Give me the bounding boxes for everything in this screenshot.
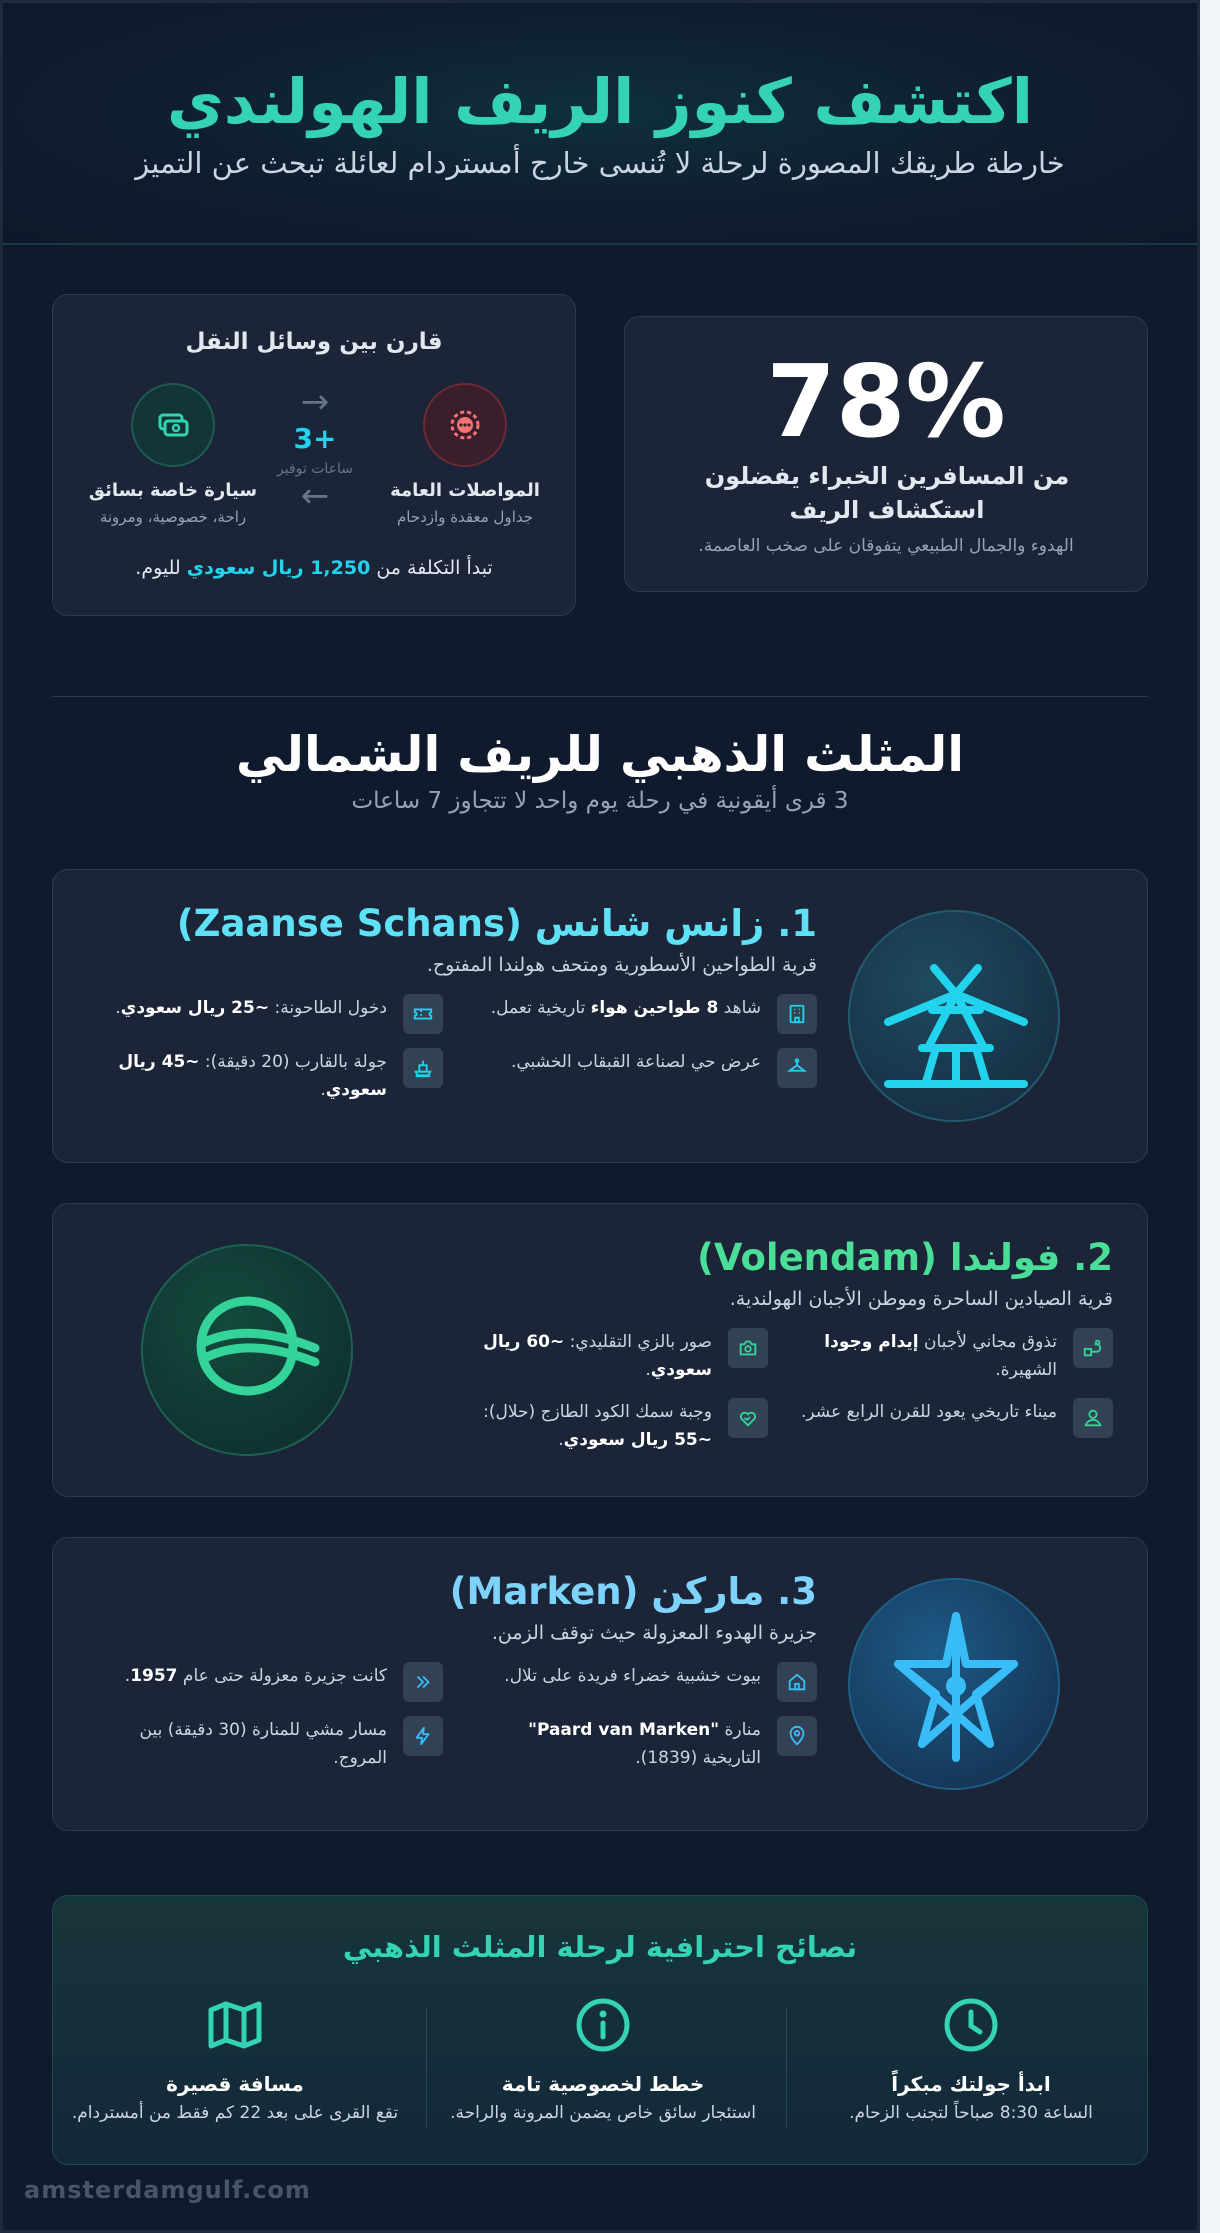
feature-item (93, 1662, 443, 1702)
feature-text: صور بالزي التقليدي: ~60 ريال سعودي. (483, 1332, 712, 1380)
feature-item (93, 1048, 443, 1104)
section-divider (52, 696, 1148, 697)
feature-text: دخول الطاحونة: ~25 ريال سعودي. (115, 998, 387, 1018)
village-content (93, 898, 817, 1104)
feature-text: عرض حي لصناعة القبقاب الخشبي. (510, 1052, 761, 1072)
tip-divider (426, 2008, 427, 2128)
star-lighthouse-icon (850, 1580, 1060, 1790)
feature-item (467, 994, 817, 1034)
map-icon (206, 1996, 264, 2054)
tip-item-short-distance (59, 1996, 411, 2128)
stat-label: من المسافرين الخبراء يفضلون استكشاف الريف (704, 462, 1070, 524)
public-transport-name: المواصلات العامة (390, 480, 540, 501)
stat-percentage: 78% (766, 343, 1006, 460)
arrow-left-icon: ← (300, 476, 330, 516)
shoe-icon (777, 1048, 817, 1088)
stylized-logo-icon (143, 1246, 353, 1456)
user-icon (1073, 1398, 1113, 1438)
bolt-icon (403, 1716, 443, 1756)
cost-prefix: تبدأ التكلفة من (376, 557, 493, 579)
hero-header (3, 3, 1197, 245)
lighthouse-illustration (848, 1578, 1060, 1790)
private-car-desc: راحة، خصوصية، ومرونة (99, 508, 247, 526)
chevrons-icon (403, 1662, 443, 1702)
cheese-icon (1073, 1328, 1113, 1368)
pro-tips-card (52, 1895, 1148, 2165)
saving-indicator (265, 382, 365, 516)
clock-icon (942, 1996, 1000, 2054)
feature-item (792, 1328, 1113, 1384)
village-card-marken (52, 1537, 1148, 1831)
page-title: اكتشف كنوز الريف الهولندي (166, 65, 1033, 138)
boat-icon (403, 1048, 443, 1088)
page-subtitle: خارطة طريقك المصورة لرحلة لا تُنسى خارج أمستردام لعائلة تبحث عن التميز (135, 146, 1065, 180)
feature-item (93, 1716, 443, 1772)
feature-text: وجبة سمك الكود الطازج (حلال): ~55 ريال سعودي. (483, 1402, 712, 1450)
feature-text: بيوت خشبية خضراء فريدة على تلال. (504, 1666, 761, 1686)
windmill-illustration (848, 910, 1060, 1122)
footer-brand[interactable]: amsterdamgulf.com (24, 2176, 311, 2204)
tip-item-privacy (427, 1996, 779, 2128)
feature-item (467, 1716, 817, 1772)
arrow-right-icon: → (300, 382, 330, 422)
feature-item (792, 1398, 1113, 1454)
tip-title: مسافة قصيرة (166, 2072, 304, 2096)
public-transport-desc: جداول معقدة وازدحام (396, 508, 534, 526)
feature-text: ميناء تاريخي يعود للقرن الرابع عشر. (801, 1402, 1057, 1422)
windmill-icon (850, 912, 1060, 1122)
feature-text: جولة بالقارب (20 دقيقة): ~45 ريال سعودي. (118, 1052, 387, 1100)
section-subtitle: 3 قرى أيقونية في رحلة يوم واحد لا تتجاوز 7 ساعات (351, 788, 849, 814)
tip-desc: تقع القرى على بعد 22 كم فقط من أمستردام. (71, 2103, 399, 2123)
cheese-illustration (141, 1244, 353, 1456)
camera-icon (728, 1328, 768, 1368)
bus-icon (445, 405, 485, 445)
ticket-icon (403, 994, 443, 1034)
money-icon (153, 405, 193, 445)
village-desc: قرية الصيادين الساحرة وموطن الأجبان الهولندية. (729, 1288, 1113, 1310)
saving-value: 3+ (293, 422, 337, 455)
heart-hand-icon (728, 1398, 768, 1438)
feature-item (467, 1048, 817, 1104)
building-icon (777, 994, 817, 1034)
cost-suffix: لليوم. (135, 557, 181, 579)
feature-item (93, 994, 443, 1034)
tip-desc: الساعة 8:30 صباحاً لتجنب الزحام. (849, 2103, 1093, 2123)
village-content (93, 1566, 817, 1772)
village-features (93, 994, 817, 1104)
compare-title: قارن بين وسائل النقل (185, 329, 443, 355)
public-transport-badge (423, 383, 507, 467)
saving-label: ساعات توفير (276, 461, 353, 477)
stat-note: الهدوء والجمال الطبيعي يتفوقان على صخب العاصمة. (698, 536, 1074, 556)
village-desc: قرية الطواحين الأسطورية ومتحف هولندا المفتوح. (426, 954, 817, 976)
tip-desc: استئجار سائق خاص يضمن المرونة والراحة. (450, 2103, 756, 2123)
village-card-zaanse-schans (52, 869, 1148, 1163)
cost-line (53, 557, 575, 579)
transport-compare-card (52, 294, 576, 616)
feature-item (447, 1398, 768, 1454)
village-desc: جزيرة الهدوء المعزولة حيث توقف الزمن. (491, 1622, 817, 1644)
tip-title: ابدأ جولتك مبكراً (891, 2072, 1051, 2096)
village-title: 3. ماركن (Marken) (449, 1570, 817, 1613)
stat-card (624, 316, 1148, 592)
feature-item (447, 1328, 768, 1384)
feature-text: شاهد 8 طواحين هواء تاريخية تعمل. (490, 998, 761, 1018)
section-title: المثلث الذهبي للريف الشمالي (235, 726, 965, 783)
feature-text: كانت جزيرة معزولة حتى عام 1957. (124, 1666, 387, 1686)
village-content (447, 1232, 1113, 1454)
pin-icon (777, 1716, 817, 1756)
village-title: 1. زانس شانس (Zaanse Schans) (176, 902, 817, 945)
village-features (93, 1662, 817, 1772)
cost-value: 1,250 ريال سعودي (186, 557, 371, 579)
village-title: 2. فولندا (Volendam) (696, 1236, 1113, 1279)
home-icon (777, 1662, 817, 1702)
village-features (447, 1328, 1113, 1454)
info-icon (574, 1996, 632, 2054)
village-card-volendam (52, 1203, 1148, 1497)
private-car-badge (131, 383, 215, 467)
tip-title: خطط لخصوصية تامة (501, 2072, 705, 2096)
feature-text: مسار مشي للمنارة (30 دقيقة) بين المروج. (139, 1720, 387, 1768)
feature-text: منارة "Paard van Marken" التاريخية (1839). (528, 1720, 761, 1768)
tips-title: نصائح احترافية لرحلة المثلث الذهبي (342, 1930, 858, 1964)
tip-item-early-start (795, 1996, 1147, 2128)
private-car-name: سيارة خاصة بسائق (88, 480, 258, 501)
feature-text: تذوق مجاني لأجبان إيدام وجودا الشهيرة. (824, 1332, 1057, 1380)
scrollbar-track[interactable] (1200, 0, 1220, 2233)
tip-divider (786, 2008, 787, 2128)
feature-item (467, 1662, 817, 1702)
